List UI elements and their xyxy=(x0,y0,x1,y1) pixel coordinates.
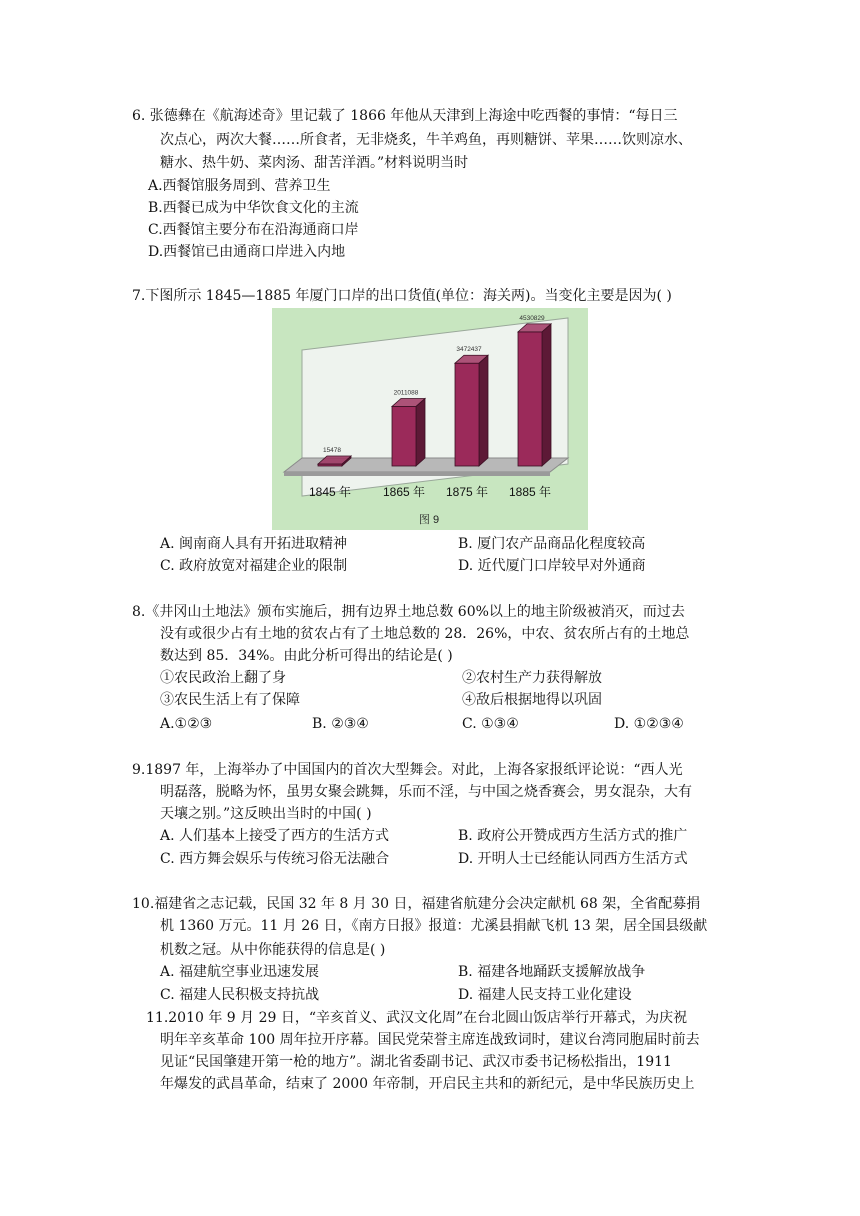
bar-2 xyxy=(392,398,425,466)
q6-option-c: C.西餐馆主要分布在沿海通商口岸 xyxy=(148,222,359,238)
q8-item-4: ④敌后根据地得以巩固 xyxy=(462,692,602,708)
data-label-1: 15478 xyxy=(322,447,342,454)
q10-option-d: D. 福建人民支持工业化建设 xyxy=(458,987,632,1003)
data-label-4: 4530829 xyxy=(519,314,545,322)
category-label-2: 1865 年 xyxy=(382,485,426,499)
category-label-1: 1845 年 xyxy=(308,485,352,499)
bar-4 xyxy=(518,324,551,466)
q6-stem-line-2: 次点心，两次大餐……所食者，无非烧炙，牛羊鸡鱼，再则糖饼、苹果……饮则凉水、 xyxy=(160,132,692,148)
q7-option-d: D. 近代厦门口岸较早对外通商 xyxy=(458,558,646,574)
q8-option-c: C. ①③④ xyxy=(462,716,519,732)
q8-item-1: ①农民政治上翻了身 xyxy=(160,670,286,686)
q7-option-c: C. 政府放宽对福建企业的限制 xyxy=(160,558,348,574)
bar-chart-svg xyxy=(272,308,588,530)
category-label-4: 1885 年 xyxy=(508,485,552,499)
q11-stem-line-2: 明年辛亥革命 100 周年拉开序幕。国民党荣誉主席连战致词时，建议台湾同胞届时前去 xyxy=(160,1032,700,1048)
chart-caption: 图 9 xyxy=(418,514,440,526)
q9-stem-line-2: 明磊落，脱略为怀，虽男女聚会跳舞，乐而不淫，与中国之烧香赛会，男女混杂，大有 xyxy=(160,784,692,800)
data-label-3: 3472437 xyxy=(456,346,482,354)
q8-stem-line-2: 没有或很少占有土地的贫农占有了土地总数的 28．26%，中农、贫农所占有的土地总 xyxy=(160,626,690,642)
q8-option-d: D. ①②③④ xyxy=(614,716,684,732)
q9-option-a: A. 人们基本上接受了西方的生活方式 xyxy=(160,828,390,844)
export-value-chart xyxy=(272,308,588,530)
q7-option-a: A. 闽南商人具有开拓进取精神 xyxy=(160,536,348,552)
q9-stem-line-3: 天壤之别。”这反映出当时的中国( ) xyxy=(160,806,372,822)
q7-stem: 7.下图所示 1845—1885 年厦门口岸的出口货值(单位：海关两)。当变化主要是因为( ) xyxy=(132,288,672,304)
q7-option-b: B. 厦门农产品商品化程度较高 xyxy=(458,536,646,552)
q8-item-3: ③农民生活上有了保障 xyxy=(160,692,300,708)
q6-option-d: D.西餐馆已由通商口岸进入内地 xyxy=(148,244,346,260)
q8-option-a: A.①②③ xyxy=(160,716,213,732)
q10-option-a: A. 福建航空事业迅速发展 xyxy=(160,964,320,980)
q9-stem-line-1: 9.1897 年，上海举办了中国国内的首次大型舞会。对此，上海各家报纸评论说：“西人光 xyxy=(132,762,683,778)
q10-stem-line-2: 机 1360 万元。11 月 26 日，《南方日报》报道：尤溪县捐献飞机 13 架，居全国县级献 xyxy=(160,918,708,934)
q8-item-2: ②农村生产力获得解放 xyxy=(462,670,602,686)
category-label-3: 1875 年 xyxy=(445,485,489,499)
q11-stem-line-1: 11.2010 年 9 月 29 日，“辛亥首义、武汉文化周”在台北圆山饭店举行开幕式，为庆祝 xyxy=(146,1010,688,1026)
q6-option-a: A.西餐馆服务周到、营养卫生 xyxy=(148,178,331,194)
q10-option-b: B. 福建各地踊跃支援解放战争 xyxy=(458,964,646,980)
q8-option-b: B. ②③④ xyxy=(312,716,369,732)
q10-option-c: C. 福建人民积极支持抗战 xyxy=(160,987,320,1003)
q6-stem-line-3: 糖水、热牛奶、菜肉汤、甜苦洋酒。”材料说明当时 xyxy=(160,155,469,171)
q9-option-c: C. 西方舞会娱乐与传统习俗无法融合 xyxy=(160,851,390,867)
data-label-2: 2011088 xyxy=(393,389,419,397)
q8-stem-line-3: 数达到 85．34%。由此分析可得出的结论是( ) xyxy=(160,648,453,664)
q9-option-d: D. 开明人士已经能认同西方生活方式 xyxy=(458,851,688,867)
q6-option-b: B.西餐已成为中华饮食文化的主流 xyxy=(148,200,359,216)
q9-option-b: B. 政府公开赞成西方生活方式的推广 xyxy=(458,828,688,844)
q10-stem-line-1: 10.福建省之志记载，民国 32 年 8 月 30 日，福建省航建分会决定献机 68 架，全省配募捐 xyxy=(132,896,701,912)
q8-stem-line-1: 8.《井冈山土地法》颁布实施后，拥有边界土地总数 60%以上的地主阶级被消灭，而过去 xyxy=(132,604,685,620)
q6-stem-line-1: 6. 张德彝在《航海述奇》里记载了 1866 年他从天津到上海途中吃西餐的事情：“每日三 xyxy=(132,108,678,124)
q10-stem-line-3: 机数之冠。从中你能获得的信息是( ) xyxy=(160,942,386,958)
q11-stem-line-3: 见证“民国肇建开第一枪的地方”。湖北省委副书记、武汉市委书记杨松指出，1911 xyxy=(160,1054,672,1070)
q11-stem-line-4: 年爆发的武昌革命，结束了 2000 年帝制，开启民主共和的新纪元，是中华民族历史上 xyxy=(160,1076,695,1092)
chart-floor-edge xyxy=(284,472,550,476)
bar-3 xyxy=(455,355,488,466)
